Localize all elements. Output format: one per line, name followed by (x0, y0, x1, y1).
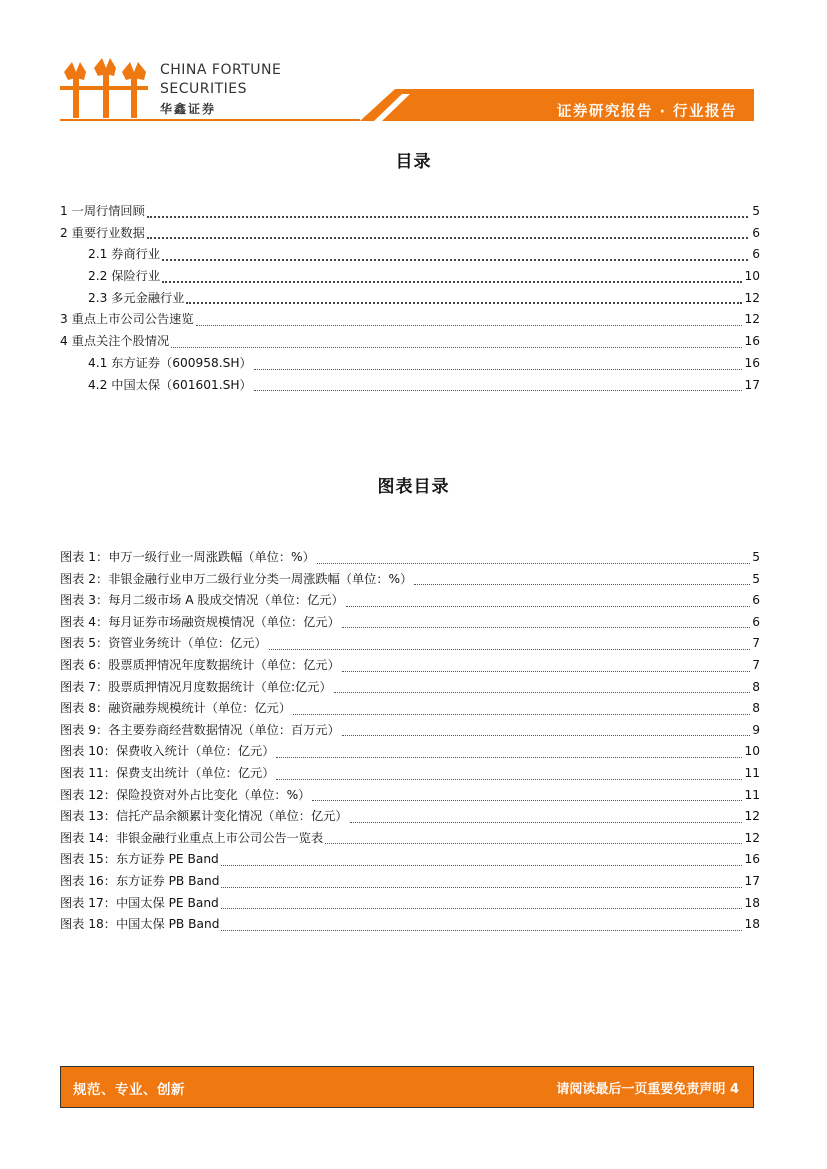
toc-entry-page: 16 (744, 334, 760, 349)
figures-title: 图表目录 (377, 477, 450, 497)
table-of-contents (60, 202, 760, 397)
leader-dots (147, 216, 748, 218)
figure-entry[interactable] (60, 872, 760, 894)
figure-entry[interactable] (60, 850, 760, 872)
toc-entry-page: 17 (744, 377, 760, 392)
toc-entry-label: 1 一周行情回顾 (60, 204, 145, 218)
figure-entry-label: 图表 5：资管业务统计（单位：亿元） (60, 636, 267, 651)
figure-entry[interactable] (60, 807, 760, 829)
toc-entry-label: 4.1 东方证券（600958.SH） (88, 355, 252, 370)
leader-dots (334, 692, 751, 693)
toc-entry[interactable] (60, 224, 760, 246)
brand-name-en-line2: SECURITIES (160, 81, 248, 97)
figure-entry[interactable] (60, 613, 760, 635)
brand-name-en-line1: CHINA FORTUNE (160, 62, 282, 78)
list-of-figures (60, 548, 760, 937)
leader-dots (269, 649, 751, 650)
leader-dots (317, 563, 750, 564)
leader-dots (221, 887, 742, 888)
figure-entry[interactable] (60, 548, 760, 570)
toc-entry[interactable] (60, 332, 760, 354)
figure-entry-label: 图表 7：股票质押情况月度数据统计（单位:亿元） (60, 679, 332, 694)
figure-entry-label: 图表 6：股票质押情况年度数据统计（单位：亿元） (60, 657, 340, 672)
toc-entry-label: 4.2 中国太保（601601.SH） (88, 377, 252, 392)
figure-entry-page: 18 (744, 895, 760, 910)
leader-dots (342, 735, 750, 736)
leader-dots (346, 606, 751, 607)
leader-dots (350, 822, 743, 823)
leader-dots (221, 908, 743, 909)
figure-entry-label: 图表 10：保费收入统计（单位：亿元） (60, 744, 275, 759)
toc-entry-page: 16 (744, 355, 760, 370)
figure-entry-page: 8 (752, 701, 760, 716)
figure-entry-page: 6 (752, 614, 760, 629)
toc-entry-label: 2 重要行业数据 (60, 225, 145, 240)
figure-entry-label: 图表 15：东方证券 PE Band (60, 852, 219, 867)
figure-entry[interactable] (60, 721, 760, 743)
figure-entry-page: 6 (752, 593, 760, 608)
toc-entry-label: 2.3 多元金融行业 (88, 290, 185, 305)
leader-dots (254, 390, 743, 391)
toc-entry-page: 6 (752, 225, 760, 240)
footer-disclaimer: 请阅读最后一页重要免责声明 4 (556, 1082, 739, 1097)
figure-entry[interactable] (60, 656, 760, 678)
figure-entry[interactable] (60, 742, 760, 764)
figure-entry-label: 图表 18：中国太保 PB Band (60, 917, 220, 932)
leader-dots (196, 325, 743, 326)
toc-entry[interactable] (60, 267, 760, 289)
figure-entry-label: 图表 11：保费支出统计（单位：亿元） (60, 765, 275, 780)
figure-entry-label: 图表 9：各主要券商经营数据情况（单位：百万元） (60, 722, 340, 737)
figure-entry-page: 5 (752, 550, 760, 564)
figure-entry-page: 8 (752, 679, 760, 694)
figure-entry-label: 图表 17：中国太保 PE Band (60, 895, 219, 910)
figure-entry[interactable] (60, 764, 760, 786)
toc-entry[interactable] (60, 310, 760, 332)
figure-entry-label: 图表 16：东方证券 PB Band (60, 873, 220, 888)
leader-dots (342, 627, 750, 628)
figure-entry-label: 图表 4：每月证券市场融资规模情况（单位：亿元） (60, 614, 340, 629)
leader-dots (221, 865, 743, 866)
toc-title: 目录 (395, 152, 432, 172)
figure-entry[interactable] (60, 829, 760, 851)
figure-entry-page: 5 (752, 571, 760, 586)
toc-entry[interactable] (60, 354, 760, 376)
figure-entry[interactable] (60, 678, 760, 700)
figure-entry[interactable] (60, 570, 760, 592)
figure-entry-page: 10 (744, 744, 760, 759)
figure-entry-label: 图表 1：申万一级行业一周涨跌幅（单位：%） (60, 550, 315, 564)
figure-entry-label: 图表 14：非银金融行业重点上市公司公告一览表 (60, 830, 324, 845)
toc-entry-page: 5 (752, 204, 760, 218)
figure-entry-page: 7 (752, 636, 760, 651)
figure-entry-page: 11 (744, 765, 760, 780)
figure-entry[interactable] (60, 634, 760, 656)
figure-entry[interactable] (60, 591, 760, 613)
figure-entry[interactable] (60, 894, 760, 916)
figure-entry-label: 图表 12：保险投资对外占比变化（单位：%） (60, 787, 311, 802)
leader-dots (147, 237, 748, 239)
brand-name-cn: 华鑫证券 (160, 102, 217, 116)
leader-dots (312, 800, 742, 801)
leader-dots (221, 930, 742, 931)
toc-entry-label: 2.2 保险行业 (88, 269, 161, 284)
leader-dots (276, 757, 742, 758)
figure-entry[interactable] (60, 699, 760, 721)
figure-entry-label: 图表 3：每月二级市场 A 股成交情况（单位：亿元） (60, 593, 344, 608)
leader-dots (325, 843, 742, 844)
toc-entry-label: 3 重点上市公司公告速览 (60, 312, 194, 327)
report-type-label: 证券研究报告 · 行业报告 (556, 104, 737, 120)
figure-entry-page: 12 (744, 809, 760, 824)
figure-entry-page: 18 (744, 917, 760, 932)
toc-entry-label: 4 重点关注个股情况 (60, 334, 170, 349)
leader-dots (162, 259, 748, 261)
toc-entry[interactable] (60, 245, 760, 267)
page-header (0, 0, 827, 130)
figure-entry-page: 12 (744, 830, 760, 845)
footer-slogan: 规范、专业、创新 (73, 1082, 185, 1098)
toc-entry[interactable] (60, 289, 760, 311)
leader-dots (162, 281, 742, 283)
page-footer (60, 1066, 754, 1108)
leader-dots (171, 347, 742, 348)
leader-dots (186, 302, 742, 304)
leader-dots (293, 714, 750, 715)
figure-entry-label: 图表 2：非银金融行业申万二级行业分类一周涨跌幅（单位：%） (60, 571, 413, 586)
leader-dots (342, 671, 750, 672)
figure-entry-page: 9 (752, 722, 760, 737)
toc-entry-page: 6 (752, 247, 760, 262)
figure-entry-label: 图表 13：信托产品余额累计变化情况（单位：亿元） (60, 809, 348, 824)
leader-dots (276, 779, 742, 780)
figure-entry-page: 17 (744, 873, 760, 888)
figure-entry-page: 11 (744, 787, 760, 802)
figure-entry-page: 16 (744, 852, 760, 867)
leader-dots (254, 369, 743, 370)
leader-dots (414, 584, 750, 585)
figure-entry[interactable] (60, 786, 760, 808)
toc-entry-page: 10 (744, 269, 760, 284)
figure-entry[interactable] (60, 915, 760, 937)
figure-entry-page: 7 (752, 657, 760, 672)
toc-entry-label: 2.1 券商行业 (88, 247, 161, 262)
toc-entry[interactable] (60, 376, 760, 398)
toc-entry-page: 12 (744, 312, 760, 327)
figure-entry-label: 图表 8：融资融券规模统计（单位：亿元） (60, 701, 292, 716)
toc-entry[interactable] (60, 202, 760, 224)
toc-entry-page: 12 (744, 290, 760, 305)
